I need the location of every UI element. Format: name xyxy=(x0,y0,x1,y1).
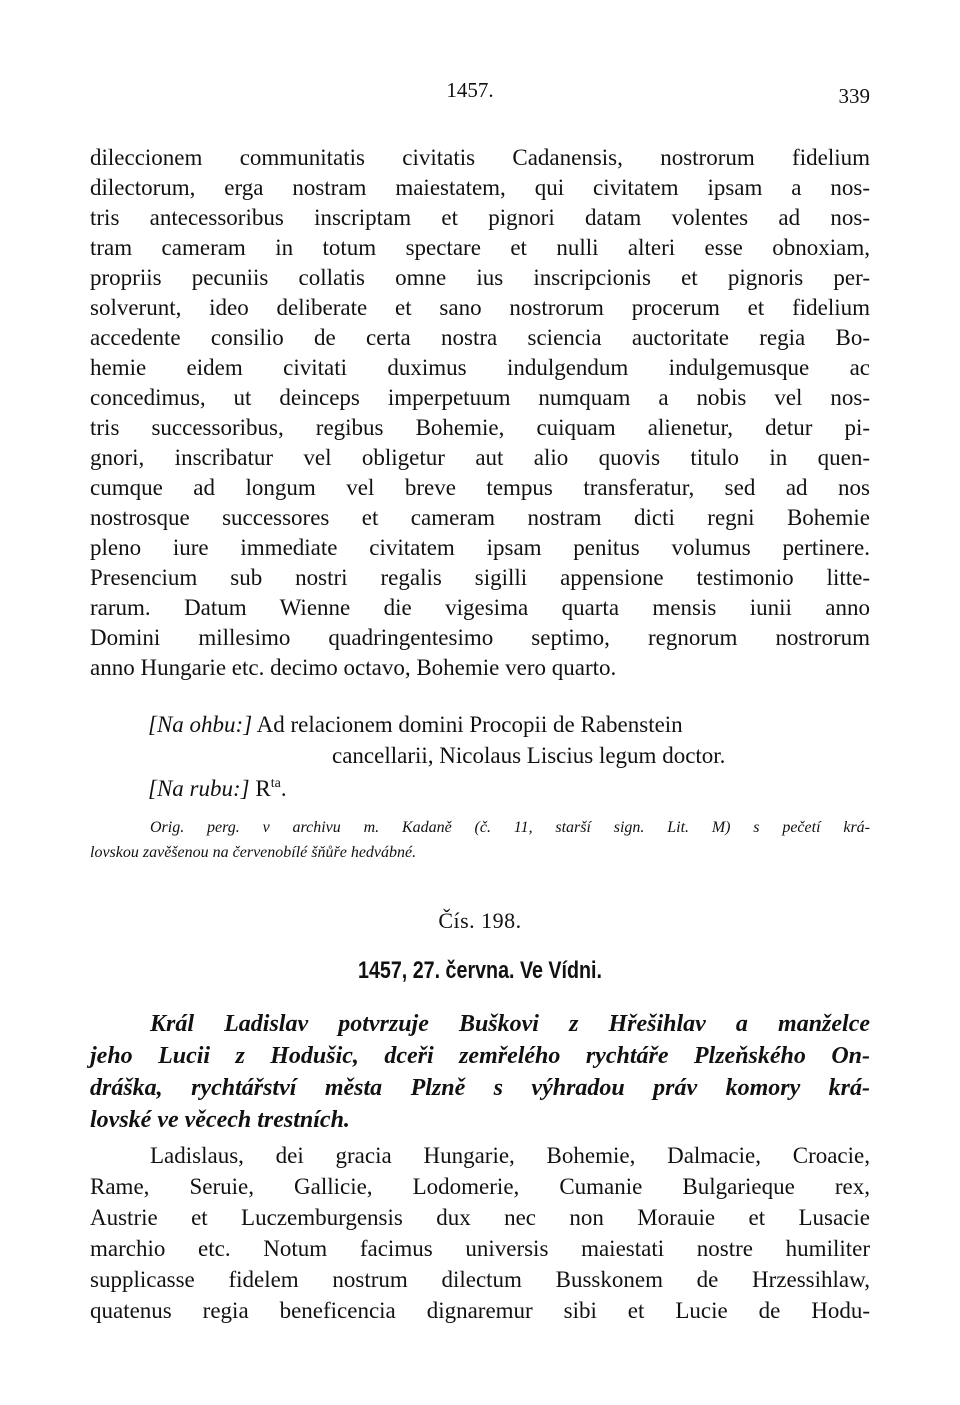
fold-text-2: cancellarii, Nicolaus Liscius legum doctor. xyxy=(332,743,726,768)
regest-line: dráška, rychtářství města Plzně s výhradou práv komory krá- xyxy=(90,1075,870,1101)
text-line: cumque ad longum vel breve tempus transferatur, sed ad nos xyxy=(90,475,870,500)
back-label: [Na rubu:] xyxy=(148,776,250,801)
text-line: gnori, inscribatur vel obligetur aut alio quovis titulo in quen- xyxy=(90,445,870,470)
back-text: R xyxy=(255,776,271,801)
regest-line: lovské ve věcech trestních. xyxy=(90,1107,350,1133)
back-superscript: ta xyxy=(270,776,281,791)
text-line: dilectorum, erga nostram maiestatem, qui civitatem ipsam a nos- xyxy=(90,175,870,200)
note-line: Orig. perg. v archivu m. Kadaně (č. 11, starší sign. Lit. M) s pečetí krá- xyxy=(150,819,870,836)
text-line: pleno iure immediate civitatem ipsam penitus volumus pertinere. xyxy=(90,535,870,560)
text-line: dileccionem communitatis civitatis Cadanensis, nostrorum fidelium xyxy=(90,145,870,170)
charter-text xyxy=(90,1140,870,1326)
text-line: accedente consilio de certa nostra sciencia auctoritate regia Bo- xyxy=(90,325,870,350)
charter-line: Rame, Seruie, Gallicie, Lodomerie, Cumanie Bulgarieque rex, xyxy=(90,1174,870,1199)
text-line: rarum. Datum Wienne die vigesima quarta mensis iunii anno xyxy=(90,595,870,620)
text-line: Presencium sub nostri regalis sigilli appensione testimonio litte- xyxy=(90,565,870,590)
regest-line: jeho Lucii z Hodušic, dceři zemřelého rychtáře Plzeňského On- xyxy=(90,1043,870,1069)
text-line: anno Hungarie etc. decimo octavo, Bohemie vero quarto. xyxy=(90,655,617,680)
charter-line: Austrie et Luczemburgensis dux nec non Morauie et Lusacie xyxy=(90,1205,870,1230)
text-line: concedimus, ut deinceps imperpetuum numquam a nobis vel nos- xyxy=(90,385,870,410)
text-line: hemie eidem civitati duximus indulgendum indulgemusque ac xyxy=(90,355,870,380)
back-note xyxy=(148,774,287,804)
document-date-heading: 1457, 27. června. Ve Vídni. xyxy=(358,957,602,984)
archival-note xyxy=(90,815,870,865)
charter-line: marchio etc. Notum facimus universis maiestati nostre humiliter xyxy=(90,1236,870,1261)
text-line: tris successoribus, regibus Bohemie, cuiquam alienetur, detur pi- xyxy=(90,415,870,440)
fold-label: [Na ohbu:] xyxy=(148,712,253,737)
fold-note-continued xyxy=(332,741,725,771)
charter-line: Ladislaus, dei gracia Hungarie, Bohemie, Dalmacie, Croacie, xyxy=(150,1143,870,1168)
charter-line: supplicasse fidelem nostrum dilectum Busskonem de Hrzessihlaw, xyxy=(90,1267,870,1292)
text-line: Domini millesimo quadringentesimo septimo, regnorum nostrorum xyxy=(90,625,870,650)
document-number: Čís. 198. xyxy=(438,908,522,933)
back-period: . xyxy=(280,776,287,801)
text-line: tram cameram in totum spectare et nulli alteri esse obnoxiam, xyxy=(90,235,870,260)
note-line: lovskou zavěšenou na červenobílé šňůře hedvábné. xyxy=(90,844,417,861)
charter-line: quatenus regia beneficencia dignaremur sibi et Lucie de Hodu- xyxy=(90,1298,870,1323)
text-line: propriis pecuniis collatis omne ius inscripcionis et pignoris per- xyxy=(90,265,870,290)
text-line: solverunt, ideo deliberate et sano nostrorum procerum et fidelium xyxy=(90,295,870,320)
regest-summary xyxy=(90,1008,870,1136)
fold-note xyxy=(148,710,683,740)
text-line: tris antecessoribus inscriptam et pignori datam volentes ad nos- xyxy=(90,205,870,230)
text-line: nostrosque successores et cameram nostram dicti regni Bohemie xyxy=(90,505,870,530)
running-year: 1457. xyxy=(446,78,494,102)
body-text-continuation xyxy=(90,143,870,683)
fold-text: Ad relacionem domini Procopii de Rabenstein xyxy=(256,712,683,737)
regest-line: Král Ladislav potvrzuje Buškovi z Hřešihlav a manželce xyxy=(150,1011,870,1037)
page-number: 339 xyxy=(838,84,870,108)
running-header xyxy=(90,78,870,108)
